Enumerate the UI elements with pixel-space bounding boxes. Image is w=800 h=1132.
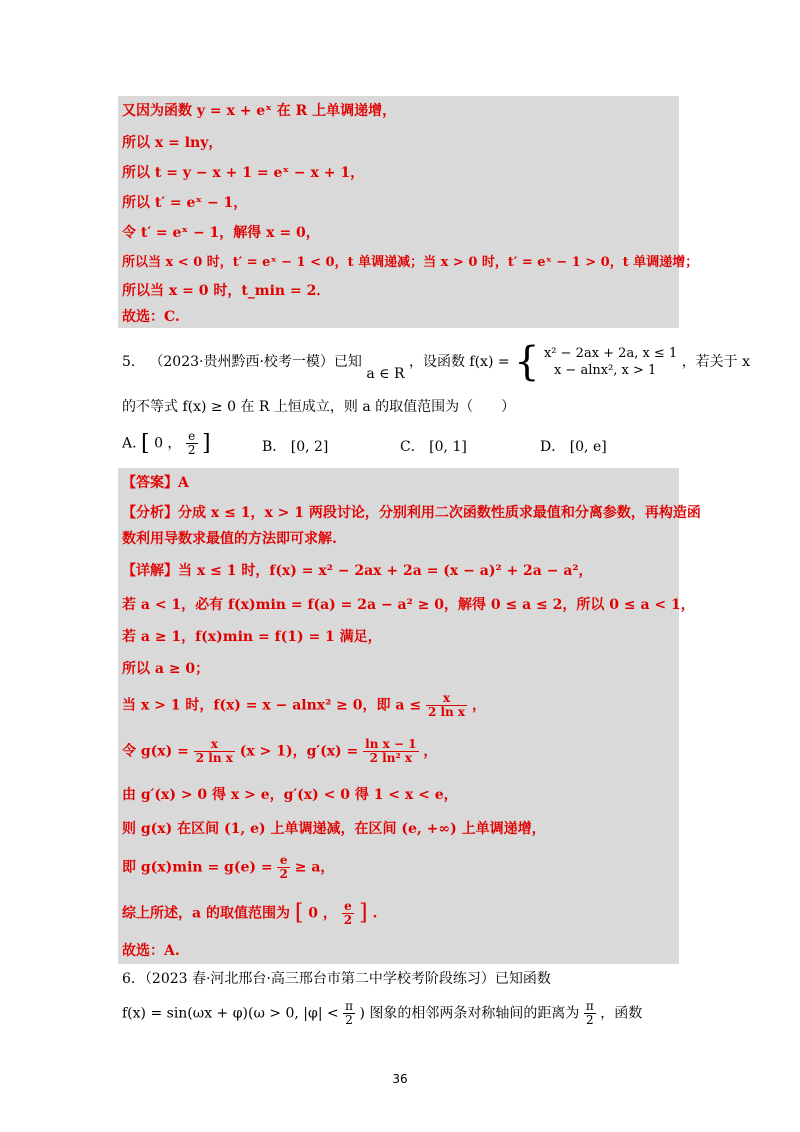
question-number: 5． <box>122 354 145 370</box>
q6-mid: ) 图象的相邻两条对称轴间的距离为 <box>359 1005 580 1022</box>
option-a-pre: 0 ， <box>154 435 182 452</box>
question-5-line2: 的不等式 f(x) ≥ 0 在 R 上恒成立，则 a 的取值范围为（ ） <box>122 399 516 415</box>
q6-fraction-2 <box>584 1000 596 1027</box>
brace: { <box>514 339 540 385</box>
detail-line-10 <box>122 900 377 927</box>
detail9-end: ≥ a， <box>294 859 335 876</box>
option-c-label: C． <box>400 439 425 455</box>
question-tail: ，若关于 x <box>681 354 751 370</box>
a-in-r: a ∈ R <box>366 366 405 382</box>
detail-line: 若 a < 1，必有 f(x)min = f(a) = 2a − a² ≥ 0，解得 0 ≤ a ≤ 2，所以 0 ≤ a < 1， <box>122 597 695 613</box>
piecewise <box>544 345 677 379</box>
option-d-label: D． <box>540 439 566 455</box>
numerator: e <box>342 900 354 914</box>
detail-line: 若 a ≥ 1，f(x)min = f(1) = 1 满足， <box>122 629 382 645</box>
solution-line: 所以当 x = 0 时，t_min = 2． <box>122 283 331 299</box>
question-6-line1: 6．（2023 春·河北邢台·高三邢台市第二中学校考阶段练习）已知函数 <box>122 971 551 987</box>
option-a-fraction <box>186 430 198 457</box>
question-5-line1 <box>122 339 751 385</box>
numerator: ln x − 1 <box>365 737 417 751</box>
solution-line: 令 t′ = eˣ − 1，解得 x = 0， <box>122 225 320 241</box>
detail10-pre: 综上所述，a 的取值范围为 <box>122 905 290 922</box>
option-b-value: [0, 2] <box>290 439 329 455</box>
detail-line: 所以 a ≥ 0； <box>122 661 210 677</box>
answer-line: 【答案】A <box>122 475 189 491</box>
detail5-fraction <box>426 692 467 719</box>
solution-line: 又因为函数 y = x + eˣ 在 R 上单调递增， <box>122 103 397 119</box>
detail10-inner: 0 ， <box>308 905 337 922</box>
bracket-left: [ <box>294 900 304 926</box>
denominator: 2 <box>187 443 196 457</box>
solution-line: 所以 t′ = eˣ − 1， <box>122 195 248 211</box>
bracket-left: [ <box>141 431 150 456</box>
option-d[interactable] <box>540 436 607 456</box>
detail5-end: ， <box>471 697 486 714</box>
numerator: e <box>277 854 289 868</box>
solution-line: 所以当 x < 0 时，t′ = eˣ − 1 < 0，t 单调递减；当 x > 0 时，t′ = eˣ − 1 > 0，t 单调递增； <box>122 255 699 270</box>
option-d-value: [0, e] <box>569 439 607 455</box>
solution-line: 所以 t = y − x + 1 = eˣ − x + 1， <box>122 165 365 181</box>
q6-fraction <box>343 1000 355 1027</box>
analysis-line: 数利用导数求最值的方法即可求解. <box>122 531 337 547</box>
detail-line-6 <box>122 738 437 765</box>
detail10-fraction <box>342 900 354 927</box>
numerator: π <box>585 999 594 1013</box>
option-c[interactable] <box>400 436 467 456</box>
denominator: 2 <box>345 1013 353 1027</box>
piece-1: x² − 2ax + 2a, x ≤ 1 <box>543 346 678 361</box>
denominator: 2 ln² x <box>369 751 413 765</box>
numerator: x <box>426 692 467 706</box>
detail-line-9 <box>122 854 334 881</box>
detail10-end: . <box>372 905 378 922</box>
denominator: 2 ln x <box>427 705 466 719</box>
detail-line: 则 g(x) 在区间 (1, e) 上单调递减，在区间 (e, +∞) 上单调递增， <box>122 821 546 837</box>
set-function: ，设函数 f(x) = <box>408 354 510 370</box>
detail9-pre: 即 g(x)min = g(e) = <box>122 859 273 876</box>
question-6-line2 <box>122 1000 642 1027</box>
option-b[interactable] <box>262 436 328 456</box>
analysis-line: 【分析】分成 x ≤ 1，x > 1 两段讨论，分别利用二次函数性质求最值和分离参数，再构造函 <box>122 505 701 521</box>
option-a-label: A. <box>122 435 137 452</box>
final-answer: 故选：A. <box>122 943 180 959</box>
piece-2: x − alnx², x > 1 <box>553 363 657 378</box>
option-b-label: B． <box>262 439 287 455</box>
detail5-pre: 当 x > 1 时，f(x) = x − alnx² ≥ 0，即 a ≤ <box>122 697 422 714</box>
page-number: 36 <box>392 1072 408 1086</box>
detail6-mid: (x > 1)，g′(x) = <box>239 743 359 760</box>
detail6-end: ， <box>423 743 438 760</box>
numerator: π <box>345 999 354 1013</box>
solution-line: 所以 x = lny， <box>122 135 223 151</box>
denominator: 2 ln x <box>195 751 233 765</box>
q6-pre: f(x) = sin(ωx + φ)(ω > 0, |φ| < <box>122 1005 339 1022</box>
detail-line-5 <box>122 692 486 719</box>
denominator: 2 <box>586 1013 594 1027</box>
solution-line: 故选：C. <box>122 309 180 325</box>
numerator: x <box>194 738 235 752</box>
bracket-right: ] <box>359 900 368 926</box>
question-source: （2023·贵州黔西·校考一模）已知 <box>149 354 362 370</box>
option-c-value: [0, 1] <box>429 439 467 455</box>
denominator: 2 <box>279 867 288 881</box>
numerator: e <box>186 430 198 444</box>
detail6-fraction <box>194 738 235 765</box>
detail6-pre: 令 g(x) = <box>122 743 189 760</box>
detail-line: 【详解】当 x ≤ 1 时，f(x) = x² − 2ax + 2a = (x − a)² + 2a − a²， <box>122 563 593 579</box>
detail9-fraction <box>277 854 289 881</box>
denominator: 2 <box>343 913 353 927</box>
option-a[interactable] <box>122 430 211 457</box>
bracket-right: ] <box>201 431 211 456</box>
q6-end: ，函数 <box>600 1005 643 1022</box>
detail-line: 由 g′(x) > 0 得 x > e，g′(x) < 0 得 1 < x < e， <box>122 787 458 803</box>
detail6-fraction-2 <box>363 738 418 765</box>
